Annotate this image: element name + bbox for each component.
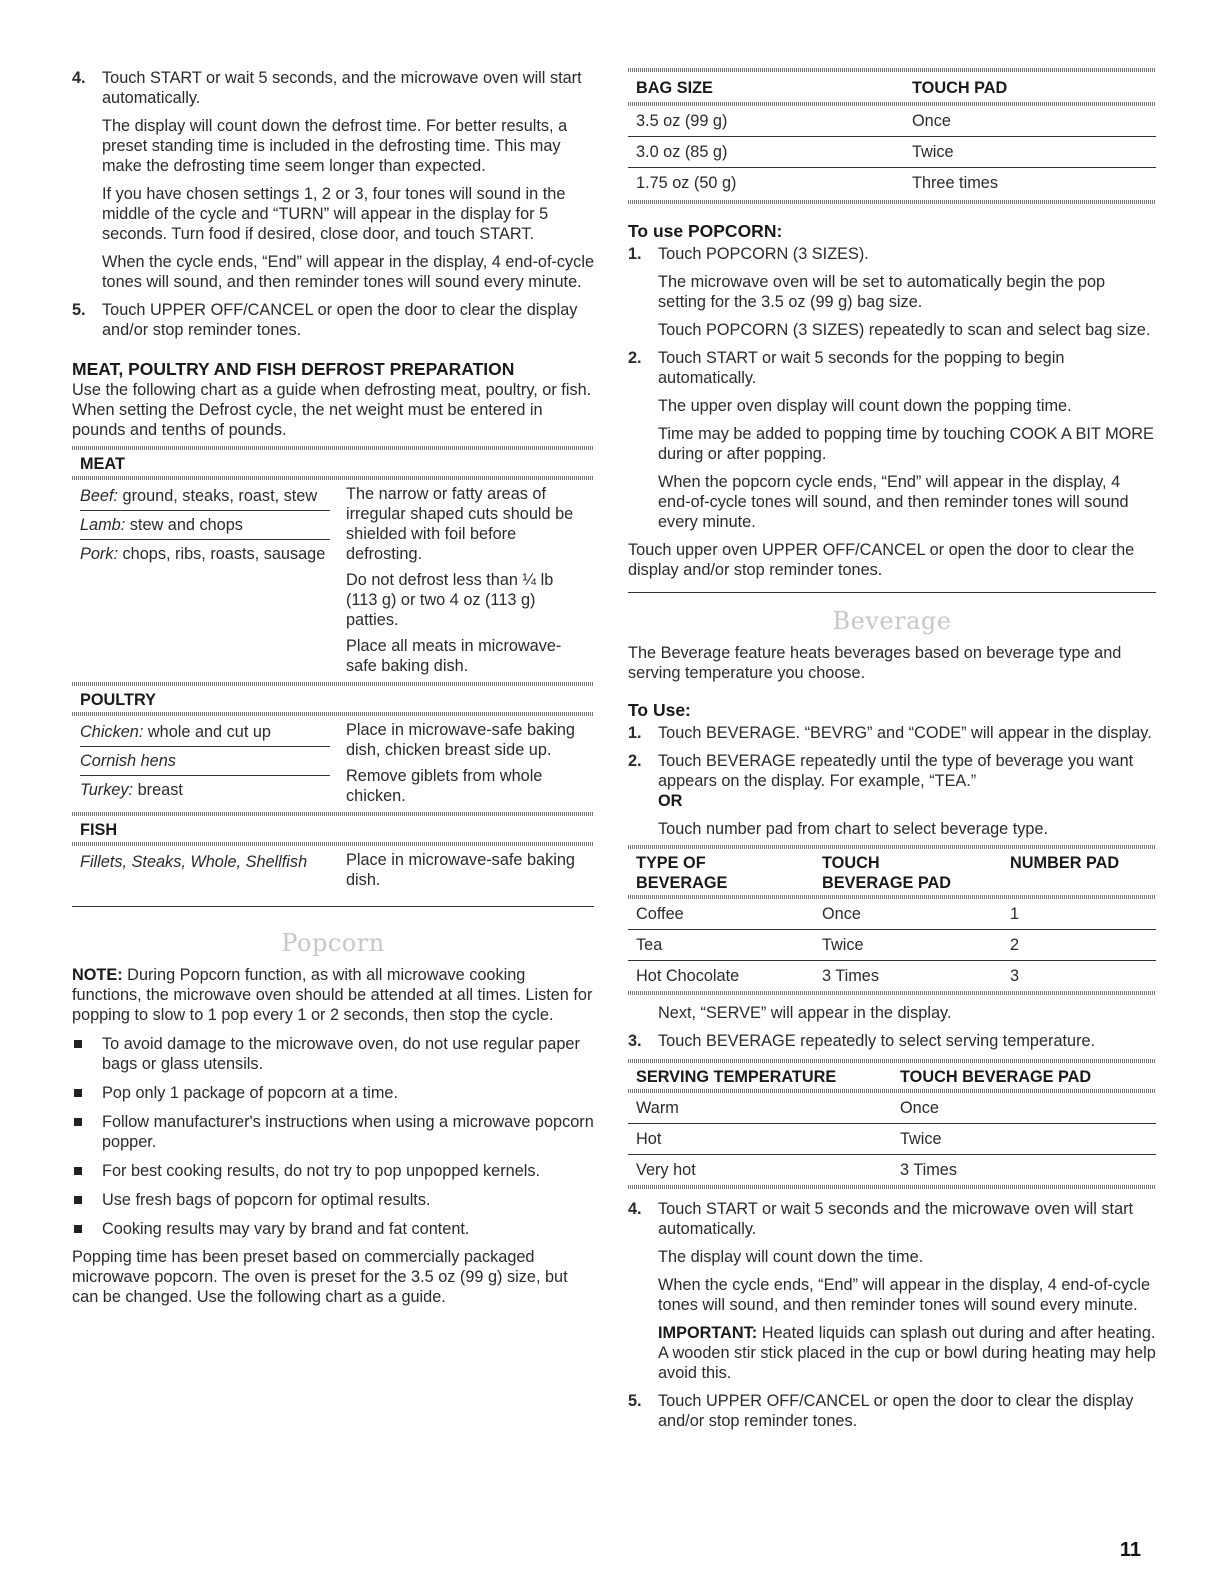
important-note: IMPORTANT: Heated liquids can splash out during and after heating. A wooden stir stick placed in the cup or bowl during heating may help avoid this. — [658, 1324, 1156, 1382]
right-column — [628, 68, 1156, 1431]
fish-types: Fillets, Steaks, Whole, Shellfish — [80, 853, 308, 871]
popping-time-text: Popping time has been preset based on commercially packaged microwave popcorn. The oven is preset for the 3.5 oz (99 g) size, but can be changed. Use the following chart as a guide. — [72, 1248, 568, 1306]
fish-note: Place in microwave-safe baking dish. — [346, 851, 575, 889]
table-row: 1.75 oz (50 g) Three times — [628, 167, 1156, 198]
to-use-heading: To Use: — [628, 700, 691, 720]
popcorn-bullet: For best cooking results, do not try to pop unpopped kernels. — [72, 1161, 594, 1181]
popcorn-note: NOTE: During Popcorn function, as with all microwave cooking functions, the microwave oven should be attended at all times. Listen for popping to slow to 1 pop every 1 or 2 seconds, then stop the cycle. — [72, 966, 593, 1024]
step-text: Touch UPPER OFF/CANCEL or open the door to clear the display and/or stop reminder tones. — [102, 301, 578, 339]
meat-note: The narrow or fatty areas of irregular shaped cuts should be shielded with foil before defrosting. — [346, 485, 574, 563]
defrost-step-4 — [72, 68, 594, 292]
beverage-step-1: 1. Touch BEVERAGE. “BEVRG” and “CODE” will appear in the display. — [628, 724, 1152, 742]
beverage-step-5: 5. Touch UPPER OFF/CANCEL or open the door to clear the display and/or stop reminder tones. — [628, 1392, 1134, 1430]
beverage-title: Beverage — [832, 607, 952, 635]
step-paragraph: The display will count down the defrost time. For better results, a preset standing time is included in the defrosting time. This may make the defrosting time seem longer than expected. — [102, 117, 568, 175]
section-intro: Use the following chart as a guide when defrosting meat, poultry, or fish. When setting the Defrost cycle, the net weight must be entered in pounds and tenths of pounds. — [72, 381, 592, 439]
meat-lamb: Lamb: stew and chops — [80, 510, 330, 539]
poultry-note: Place in microwave-safe baking dish, chicken breast side up. — [346, 721, 575, 759]
fish-rows — [72, 846, 594, 896]
serve-text: Next, “SERVE” will appear in the display. — [658, 1004, 952, 1022]
step-paragraph: If you have chosen settings 1, 2 or 3, four tones will sound in the middle of the cycle and “TURN” will appear in the display for 5 seconds. Turn food if desired, close door, and touch START. — [102, 185, 566, 243]
table-row: 3.0 oz (85 g) Twice — [628, 136, 1156, 167]
popcorn-bullet: Follow manufacturer's instructions when using a microwave popcorn popper. — [72, 1112, 594, 1152]
step-text: Touch START or wait 5 seconds, and the microwave oven will start automatically. — [102, 69, 582, 107]
popcorn-bullet: To avoid damage to the microwave oven, do not use regular paper bags or glass utensils. — [72, 1034, 594, 1074]
section-heading: MEAT, POULTRY AND FISH DEFROST PREPARATION — [72, 359, 515, 379]
left-column — [72, 68, 594, 1307]
popcorn-bullet: Pop only 1 package of popcorn at a time. — [72, 1083, 594, 1103]
poultry-note: Remove giblets from whole chicken. — [346, 767, 543, 805]
table-header-meat: MEAT — [80, 455, 125, 473]
meat-pork: Pork: chops, ribs, roasts, sausage — [80, 539, 330, 568]
meat-beef: Beef: ground, steaks, roast, stew — [80, 487, 318, 505]
popcorn-bullet: Use fresh bags of popcorn for optimal results. — [72, 1190, 594, 1210]
poultry-chicken: Chicken: whole and cut up — [80, 723, 271, 741]
table-row: Very hot 3 Times — [628, 1154, 1156, 1185]
poultry-rows — [72, 716, 594, 812]
meat-note: Place all meats in microwave-safe baking dish. — [346, 637, 562, 675]
table-row: Warm Once — [636, 1099, 939, 1117]
beverage-step-4: 4. Touch START or wait 5 seconds and the microwave oven will start automatically. The display will count down the time. When the cycle ends, “End” will appear in the display, 4 end-of-cycle tones will sound, and then reminder tones will sound every minute. IMPORTANT: Heated liquids can splash out during and after heating. A wooden stir stick placed in the cup or bowl during heating may help avoid this. — [628, 1200, 1156, 1382]
poultry-turkey: Turkey: breast — [80, 775, 330, 804]
serving-temp-table: SERVING TEMPERATURE TOUCH BEVERAGE PAD Warm Once Hot Twice Very hot 3 Times — [628, 1059, 1156, 1189]
table-row: Hot Twice — [628, 1123, 1156, 1154]
beverage-type-table: TYPE OF BEVERAGE TOUCH BEVERAGE PAD NUMBER PAD Coffee Once 1 Tea Twice 2 Hot Chocolate 3 Times 3 — [628, 845, 1156, 995]
defrost-step-5 — [72, 300, 594, 340]
table-header-fish: FISH — [80, 821, 118, 839]
page-number: 11 — [1119, 1539, 1141, 1561]
popcorn-use-heading: To use POPCORN: — [628, 221, 783, 241]
table-row: Hot Chocolate 3 Times 3 — [628, 960, 1156, 991]
popcorn-title: Popcorn — [281, 929, 385, 957]
bag-size-table — [628, 68, 1156, 204]
table-header-poultry: POULTRY — [80, 691, 156, 709]
poultry-cornish: Cornish hens — [80, 746, 330, 775]
beverage-intro: The Beverage feature heats beverages based on beverage type and serving temperature you choose. — [628, 644, 1122, 682]
popcorn-step-2: 2. Touch START or wait 5 seconds for the popping to begin automatically. The upper oven display will count down the popping time. Time may be added to popping time by touching COOK A BIT MORE during or after popping. When the popcorn cycle ends, “End” will appear in the display, 4 end-of-cycle tones will sound, and then reminder tones will sound every minute. — [628, 349, 1154, 531]
step-number: 4. — [72, 69, 86, 87]
meat-rows — [72, 480, 594, 682]
table-row: Coffee Once 1 — [636, 905, 1020, 923]
step-number: 5. — [72, 301, 86, 319]
beverage-step-2: 2. Touch BEVERAGE repeatedly until the type of beverage you want appears on the display. For example, “TEA.” OR Touch number pad from chart to select beverage type. — [628, 752, 1134, 838]
step-paragraph: When the cycle ends, “End” will appear in the display, 4 end-of-cycle tones will sound, and then reminder tones will sound every minute. — [102, 253, 594, 291]
beverage-step-3: 3. Touch BEVERAGE repeatedly to select serving temperature. — [628, 1032, 1096, 1050]
popcorn-clear-text: Touch upper oven UPPER OFF/CANCEL or open the door to clear the display and/or stop reminder tones. — [628, 541, 1135, 579]
table-row: Tea Twice 2 — [628, 929, 1156, 960]
popcorn-bullet: Cooking results may vary by brand and fat content. — [72, 1219, 594, 1239]
meat-note: Do not defrost less than ¼ lb (113 g) or two 4 oz (113 g) patties. — [346, 571, 554, 629]
popcorn-step-1: 1. Touch POPCORN (3 SIZES). The microwave oven will be set to automatically begin the pop setting for the 3.5 oz (99 g) bag size. Touch POPCORN (3 SIZES) repeatedly to scan and select bag size. — [628, 245, 1151, 339]
column-header: TOUCH PAD — [912, 79, 1008, 97]
defrost-prep-table — [72, 446, 594, 907]
table-row: 3.5 oz (99 g) Once — [636, 112, 951, 130]
column-header: BAG SIZE — [636, 79, 713, 97]
